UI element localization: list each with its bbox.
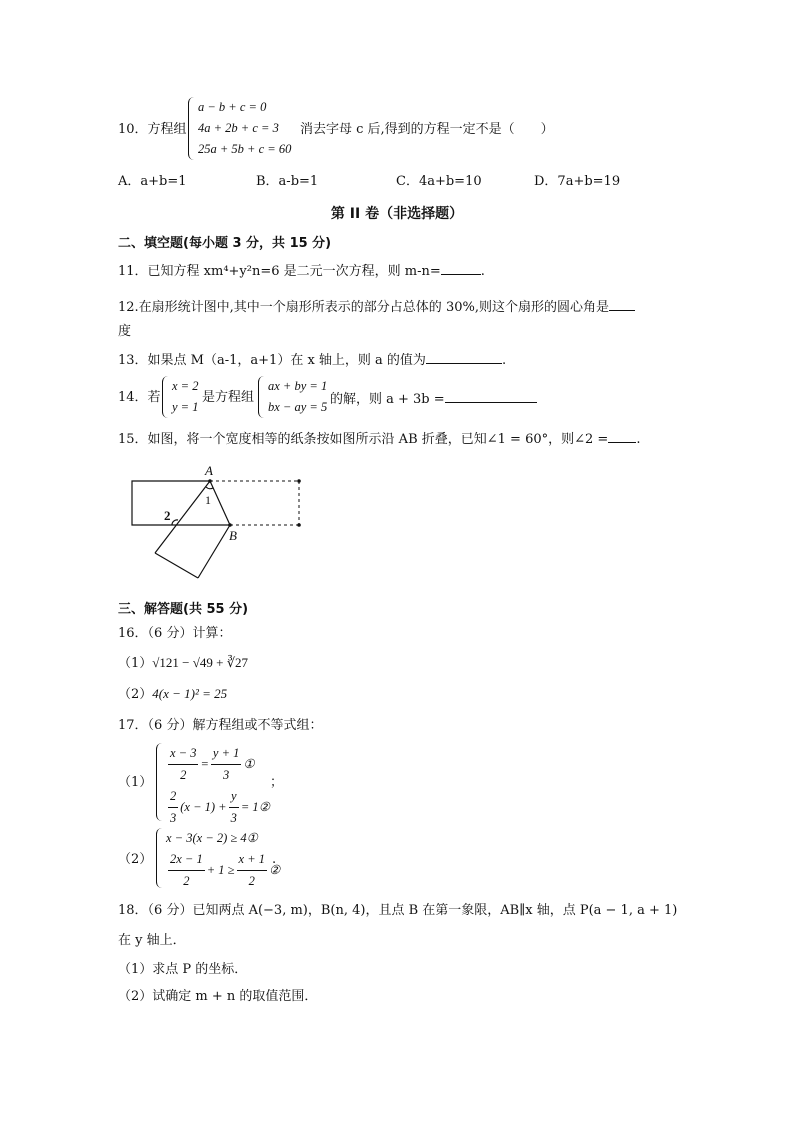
q14-solution-system <box>162 376 198 418</box>
q17-p1-r2-end: = 1 <box>240 800 259 814</box>
q12-answer-blank <box>609 298 635 311</box>
q17-p2-r2-num2: x + 1 <box>237 849 267 871</box>
q17-p1-r1-den2: 3 <box>223 768 230 782</box>
q17-p1-row1 <box>166 743 270 786</box>
section2-title: 二、填空题(每小题 3 分，共 15 分) <box>118 236 332 251</box>
q17-p2-row2 <box>166 849 280 892</box>
q14-prefix: 14．若 <box>118 390 161 405</box>
q17-p2-r2-den2: 2 <box>248 874 255 888</box>
q10-equation-system <box>188 97 291 160</box>
q14-eq2: bx − ay = 5 <box>268 400 328 414</box>
q17-p1-r2-mark: ② <box>258 800 270 814</box>
q11-end: . <box>480 264 485 279</box>
q10-eq3: 25a + 5b + c = 60 <box>198 142 292 156</box>
q17-p1-r2-frac2 <box>229 786 239 829</box>
fold-line-ab <box>210 481 230 525</box>
q10-option-d: D．7a+b=19 <box>534 174 621 189</box>
q14-answer-blank <box>445 390 537 403</box>
section3-title: 三、解答题(共 55 分) <box>118 602 249 617</box>
q16-p1-expr: √121 − √49 + ∛27 <box>152 655 248 670</box>
q17-p2-r2-mid: + 1 ≥ <box>206 863 235 877</box>
q17-p1-r1-frac1 <box>168 743 198 786</box>
q10-brace <box>188 97 196 160</box>
q17-p1-r2-frac1 <box>168 786 178 829</box>
q13-end: . <box>501 353 507 368</box>
q12 <box>118 298 635 316</box>
strip-solid-edge <box>132 481 210 525</box>
q11-text: 11．已知方程 xm⁴+y²n=6 是二元一次方程，则 m-n= <box>118 264 441 279</box>
q17-p1-r1-num1: x − 3 <box>168 743 198 765</box>
q10-suffix: 消去字母 c 后,得到的方程一定不是（ ） <box>300 122 554 137</box>
label-b: B <box>229 528 237 543</box>
q10-eq1: a − b + c = 0 <box>198 100 267 114</box>
q17-p1-r2-mid: (x − 1) + <box>180 800 227 814</box>
q10-option-c: C．4a+b=10 <box>396 174 482 189</box>
q17-p1-r2-num1: 2 <box>168 786 178 808</box>
corner-dot-top <box>297 479 301 483</box>
q18-p2: （2）试确定 m + n 的取值范围． <box>118 989 318 1004</box>
q10-option-a: A．a+b=1 <box>118 174 187 189</box>
q14-mid: 是方程组 <box>202 390 255 405</box>
q14-sol-brace <box>162 376 170 418</box>
q14-sol1: x = 2 <box>172 379 199 393</box>
folded-strip-end <box>155 553 198 578</box>
q17-p1-r1-num2: y + 1 <box>211 743 241 765</box>
q16-text: 16．（6 分）计算： <box>118 626 232 641</box>
part2-title: 第 II 卷（非选择题） <box>330 206 464 222</box>
q17-p1-row2 <box>166 786 270 829</box>
q17-p2-r2-den1: 2 <box>183 874 190 888</box>
label-a: A <box>205 463 213 478</box>
folded-strip-right-edge <box>198 525 230 578</box>
point-b-dot <box>228 523 232 527</box>
q14-sol2: y = 1 <box>172 400 199 414</box>
q15-answer-blank <box>608 430 636 443</box>
q14-equation-system <box>258 376 327 418</box>
corner-dot-bottom <box>297 523 301 527</box>
q17-p2-row1 <box>166 828 280 849</box>
q17-p2-r2-mark: ② <box>269 863 281 877</box>
q11-answer-blank <box>441 262 481 275</box>
q16-p2-label: （2） <box>118 687 153 702</box>
q15-text: 15．如图，将一个宽度相等的纸条按如图所示沿 AB 折叠，已知∠1 = 60°，则∠2 = <box>118 432 609 447</box>
q10-option-b: B．a-b=1 <box>256 174 319 189</box>
q17-p2-r2-frac1 <box>168 849 205 892</box>
q15-end: . <box>636 432 641 447</box>
q17-p1-r1-frac2 <box>211 743 241 786</box>
q14-eq-brace <box>258 376 266 418</box>
q17-p1-label: （1） <box>118 775 153 790</box>
q16-p1 <box>118 655 248 672</box>
q17-p1-r1-eq: = <box>200 757 209 771</box>
q17-p1-r2-den2: 3 <box>230 811 237 825</box>
q13-answer-blank <box>426 351 502 364</box>
label-angle1: 1 <box>205 493 211 507</box>
q13-text: 13．如果点 M（a-1，a+1）在 x 轴上，则 a 的值为 <box>118 353 426 368</box>
q11 <box>118 262 485 280</box>
q17-p1-r2-num2: y <box>229 786 239 808</box>
q18-p1: （1）求点 P 的坐标． <box>118 962 248 977</box>
angle1-arc <box>206 487 213 489</box>
q17-p2-r1-mark: ① <box>246 831 258 845</box>
q14-suffix <box>330 390 537 408</box>
q10-eq2: 4a + 2b + c = 3 <box>198 121 279 135</box>
q17-p2-end: . <box>272 852 277 867</box>
q12-line2: 度 <box>118 324 132 339</box>
q17-p1-brace <box>156 743 164 821</box>
fold-figure <box>120 460 320 585</box>
q17-p1-r1-den1: 2 <box>180 768 187 782</box>
q18-line1: 18．（6 分）已知两点 A(−3, m)，B(n, 4)，且点 B 在第一象限，AB∥x 轴，点 P(a − 1, a + 1) <box>118 903 678 918</box>
q17-p2-r1: x − 3(x − 2) ≥ 4 <box>166 831 247 845</box>
q17-p2-r2-frac2 <box>237 849 267 892</box>
q15 <box>118 430 640 448</box>
q17-p2-system <box>156 828 280 888</box>
q18-line2: 在 y 轴上． <box>118 933 186 948</box>
q14-eq1: ax + by = 1 <box>268 379 328 393</box>
q16-p2-expr: 4(x − 1)² = 25 <box>152 686 228 701</box>
q17-p1-end: ； <box>270 775 284 790</box>
q17-p2-brace <box>156 828 164 888</box>
q10-prefix: 10．方程组 <box>118 122 187 137</box>
q17-p1-system <box>156 743 270 825</box>
q17-p2-r2-num1: 2x − 1 <box>168 849 205 871</box>
q17-text: 17．（6 分）解方程组或不等式组： <box>118 718 323 733</box>
q17-p2-label: （2） <box>118 852 153 867</box>
point-a-dot <box>208 479 212 483</box>
q12-text: 12.在扇形统计图中,其中一个扇形所表示的部分占总体的 30%,则这个扇形的圆心角是 <box>118 300 609 315</box>
q13 <box>118 351 506 369</box>
label-angle2: 2 <box>164 508 171 523</box>
q14-suffix-text: 的解，则 a + 3b = <box>330 392 445 407</box>
q16-p1-label: （1） <box>118 656 153 671</box>
q17-p1-r1-mark: ① <box>243 757 255 771</box>
q17-p1-r2-den1: 3 <box>170 811 177 825</box>
q16-p2 <box>118 686 227 703</box>
